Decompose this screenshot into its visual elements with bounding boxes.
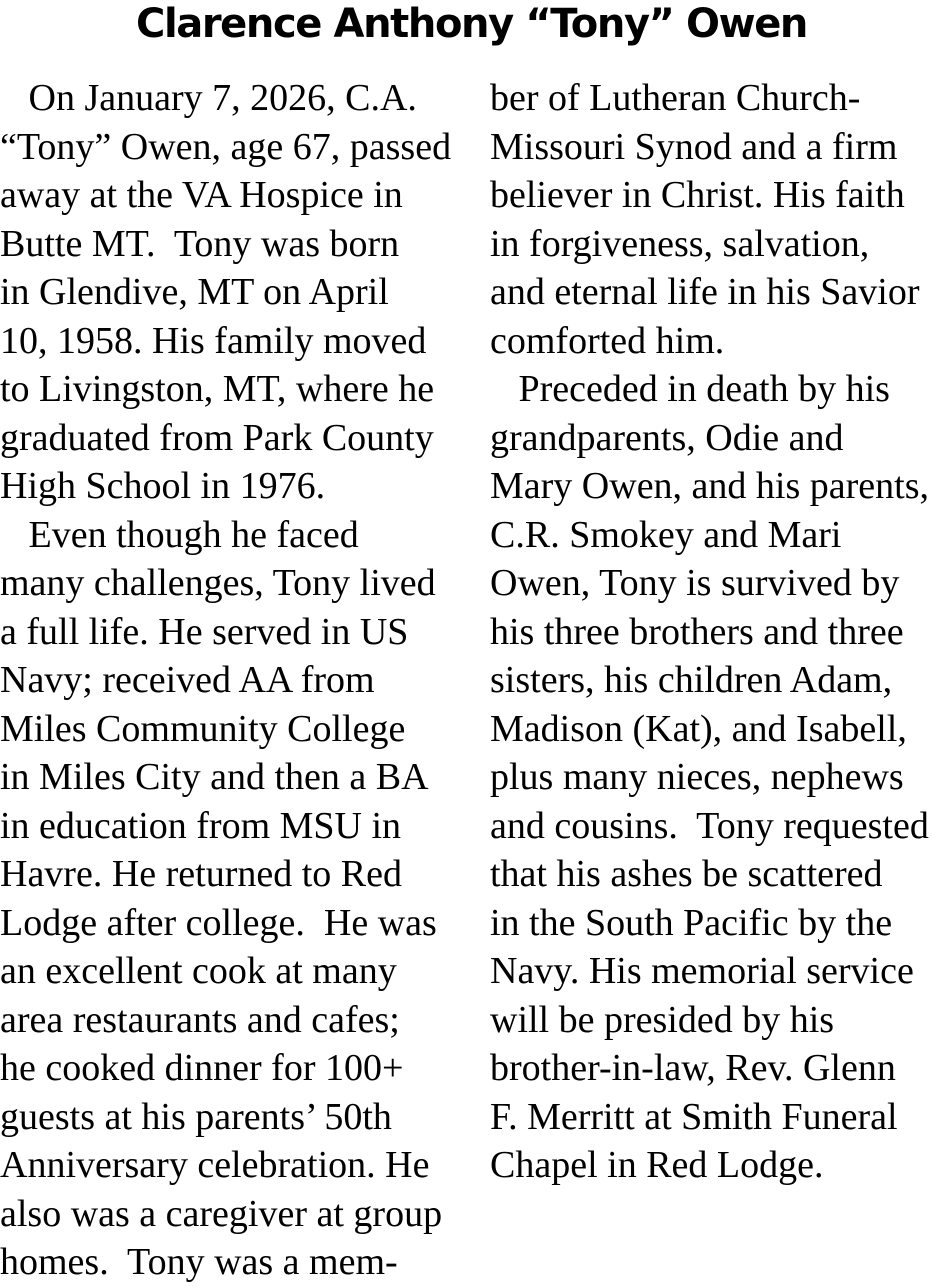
text-line: will be presided by his	[490, 998, 835, 1041]
text-line: comforted him.	[490, 319, 725, 362]
text-line: in Glendive, MT on April	[0, 271, 389, 313]
text-line: believer in Christ. His faith	[490, 174, 905, 216]
text-line: homes. Tony was a mem-	[0, 1241, 398, 1283]
text-line: that his ashes be scattered	[490, 853, 883, 895]
text-line: Miles Community College	[0, 707, 406, 750]
text-line: area restaurants and cafes;	[0, 998, 400, 1041]
text-line: in Miles City and then a BA	[0, 756, 429, 798]
text-line: brother-in-law, Rev. Glenn	[490, 1047, 896, 1089]
text-line: Butte MT. Tony was born	[0, 222, 400, 265]
text-line: Madison (Kat), and Isabell,	[490, 707, 907, 750]
text-line: Havre. He returned to Red	[0, 853, 403, 895]
text-line: Mary Owen, and his parents,	[490, 465, 930, 507]
text-line: graduated from Park County	[0, 416, 434, 459]
text-line: away at the VA Hospice in	[0, 174, 403, 216]
text-line: Owen, Tony is survived by	[490, 562, 900, 604]
text-line: High School in 1976.	[0, 465, 326, 507]
text-line: Preceded in death by his	[490, 368, 890, 410]
text-line: many challenges, Tony lived	[0, 562, 436, 604]
right-column	[490, 74, 943, 1190]
text-line: and cousins. Tony requested	[490, 804, 929, 847]
text-line: Navy; received AA from	[0, 659, 375, 701]
text-line: in forgiveness, salvation,	[490, 222, 870, 265]
text-line: and eternal life in his Savior	[490, 271, 920, 313]
text-line: to Livingston, MT, where he	[0, 368, 435, 410]
text-line: also was a caregiver at group	[0, 1192, 443, 1235]
text-line: in the South Pacific by the	[490, 901, 893, 944]
text-line: grandparents, Odie and	[490, 416, 844, 459]
text-line: his three brothers and three	[490, 610, 904, 653]
text-line: a full life. He served in US	[0, 610, 409, 653]
text-line: an excellent cook at many	[0, 950, 397, 992]
text-line: Anniversary celebration. He	[0, 1144, 430, 1186]
text-line: plus many nieces, nephews	[490, 756, 904, 798]
text-line: he cooked dinner for 100+	[0, 1047, 404, 1089]
text-line: On January 7, 2026, C.A.	[0, 77, 417, 119]
text-line: Navy. His memorial service	[490, 950, 914, 992]
text-line: sisters, his children Adam,	[490, 659, 893, 701]
text-line: Missouri Synod and a firm	[490, 125, 898, 168]
obituary-title: Clarence Anthony “Tony” Owen	[135, 1, 807, 47]
text-line: Lodge after college. He was	[0, 901, 437, 944]
left-column	[0, 74, 460, 1287]
text-line: guests at his parents’ 50th	[0, 1095, 392, 1138]
text-line: Even though he faced	[0, 513, 359, 556]
text-line: 10, 1958. His family moved	[0, 319, 427, 362]
text-line: F. Merritt at Smith Funeral	[490, 1095, 898, 1138]
text-line: “Tony” Owen, age 67, passed	[0, 125, 452, 168]
text-line: Chapel in Red Lodge.	[490, 1144, 824, 1186]
text-line: in education from MSU in	[0, 804, 402, 847]
text-line: ber of Lutheran Church-	[490, 77, 861, 119]
text-line: C.R. Smokey and Mari	[490, 513, 842, 556]
